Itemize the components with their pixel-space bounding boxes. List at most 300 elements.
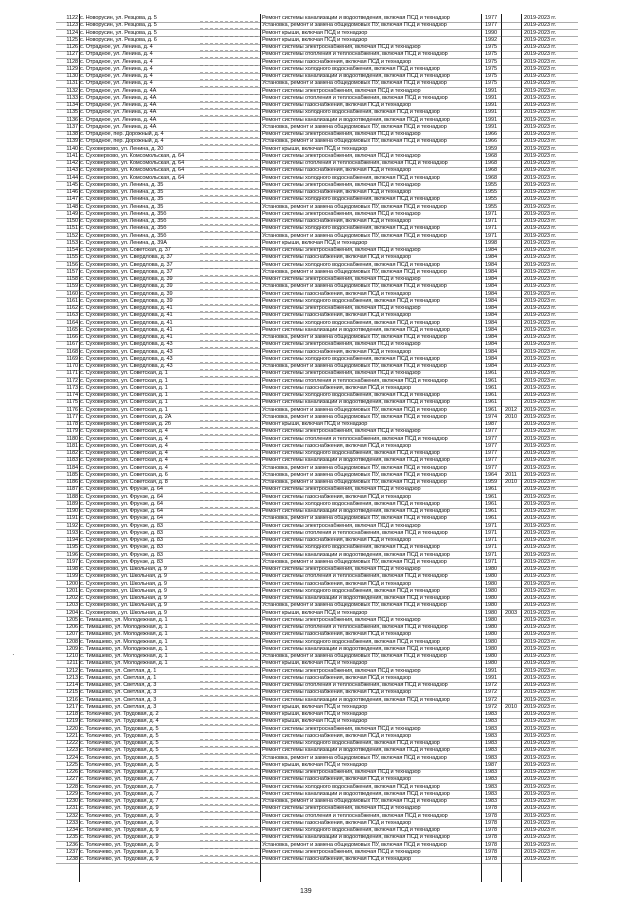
- build-year-cell: 1991: [484, 674, 498, 681]
- work-type-cell: Ремонт системы канализации и водоотведения, включая ПСД и технадзор: [262, 551, 450, 558]
- row-number: 1139: [66, 138, 78, 145]
- build-year-cell: 1998: [484, 239, 498, 246]
- row-number: 1129: [66, 65, 78, 72]
- address-cell: с. Толкачево, ул. Трудовая, д. 5: [80, 747, 159, 754]
- work-type-cell: Ремонт системы газоснабжения, включая ПСД и технадзор: [262, 493, 411, 500]
- row-number: 1202: [65, 595, 78, 601]
- work-type-cell: Ремонт системы электроснабжения, включая ПСД и технадзор: [262, 486, 421, 493]
- planned-period-cell: 2019-2023 гг.: [524, 667, 556, 674]
- planned-period-cell: 2019-2023 гг.: [524, 421, 556, 427]
- work-type-cell: Установка, ремонт и замена общедомовых ПУ, включая ПСД и технадзор: [262, 602, 447, 609]
- build-year-cell: 1984: [484, 348, 498, 355]
- planned-period-cell: 2019-2023 гг.: [524, 22, 556, 29]
- build-year-cell: 1971: [484, 558, 498, 565]
- address-cell: с. Толкачево, ул. Трудовая, д. 7: [80, 776, 159, 783]
- planned-period-cell: 2019-2023 гг.: [524, 413, 556, 420]
- work-type-cell: Ремонт крыши, включая ПСД и технадзор: [262, 239, 368, 246]
- planned-period-cell: 2019-2023 гг.: [524, 529, 556, 536]
- planned-period-cell: 2019-2023 гг.: [524, 682, 556, 688]
- row-number: 1182: [66, 450, 78, 456]
- row-number: 1178: [66, 421, 78, 427]
- row-number: 1151: [66, 225, 78, 232]
- row-number: 1195: [66, 544, 78, 551]
- work-type-cell: Ремонт системы канализации и водоотведения, включая ПСД и технадзор: [262, 595, 450, 601]
- build-year-cell: 1984: [484, 363, 498, 369]
- work-type-cell: Ремонт крыши, включая ПСД и технадзор: [262, 703, 368, 710]
- address-cell: с. Новорусин, ул. Резцова, д. 5: [80, 29, 157, 36]
- row-number: 1142: [66, 160, 78, 166]
- row-number: 1227: [65, 776, 78, 783]
- build-year-cell: 1984: [484, 312, 498, 319]
- work-type-cell: Ремонт системы холодного водоснабжения, включая ПСД и технадзор: [262, 783, 440, 790]
- planned-period-cell: 2019-2023 гг.: [524, 319, 556, 326]
- work-type-cell: Ремонт системы канализации и водоотведения, включая ПСД и технадзор: [262, 645, 450, 652]
- scan-edge-mark: ·: [12, 650, 15, 659]
- row-number: 1207: [65, 631, 78, 638]
- address-cell: с. Суховерхово, ул. Школьная, д. 9: [80, 602, 167, 609]
- build-year-cell: 1991: [484, 87, 498, 94]
- address-cell: с. Отрадное, ул. Ленина, д. 4: [80, 73, 153, 79]
- work-type-cell: Установка, ремонт и замена общедомовых ПУ, включая ПСД и технадзор: [262, 464, 447, 471]
- address-cell: с. Толкачево, ул. Трудовая, д. 9: [80, 856, 159, 862]
- build-year-cell: 1972: [484, 682, 498, 688]
- planned-period-cell: 2019-2023 гг.: [524, 457, 556, 464]
- address-cell: с. Суховерхово, ул. Свердлова, д. 37: [80, 268, 173, 275]
- planned-period-cell: 2019-2023 гг.: [524, 566, 556, 572]
- build-year-cell: 1968: [484, 167, 498, 174]
- row-number: 1158: [66, 276, 78, 282]
- row-number: 1163: [66, 312, 78, 319]
- row-number: 1217: [65, 703, 78, 710]
- planned-period-cell: 2019-2023 гг.: [524, 631, 556, 638]
- planned-period-cell: 2019-2023 гг.: [524, 58, 556, 65]
- build-year-cell: 1972: [484, 696, 498, 703]
- row-number: 1137: [66, 123, 78, 130]
- address-cell: с. Суховерхово, ул. Советская, д. 6: [80, 471, 168, 478]
- work-type-cell: Ремонт системы электроснабжения, включая ПСД и технадзор: [262, 428, 421, 435]
- address-cell: с. Тимашево, ул. Светлая, д. 3: [80, 703, 157, 710]
- work-type-cell: Ремонт системы электроснабжения, включая ПСД и технадзор: [262, 210, 421, 217]
- work-type-cell: Ремонт системы электроснабжения, включая ПСД и технадзор: [262, 152, 421, 159]
- last-repair-cell: 2010: [504, 413, 518, 420]
- build-year-cell: 1980: [484, 645, 498, 652]
- planned-period-cell: 2019-2023 гг.: [524, 406, 556, 413]
- work-type-cell: Ремонт крыши, включая ПСД и технадзор: [262, 421, 368, 427]
- planned-period-cell: 2019-2023 гг.: [524, 73, 556, 79]
- work-type-cell: Ремонт системы холодного водоснабжения, включая ПСД и технадзор: [262, 65, 440, 72]
- row-number: 1235: [65, 834, 78, 841]
- planned-period-cell: 2019-2023 гг.: [524, 674, 556, 681]
- planned-period-cell: 2019-2023 гг.: [524, 544, 556, 551]
- planned-period-cell: 2019-2023 гг.: [524, 254, 556, 261]
- address-cell: с. Суховерхово, ул. Ленина, д. 35: [80, 203, 164, 210]
- row-number: 1218: [65, 711, 78, 717]
- row-number: 1147: [66, 196, 78, 203]
- row-number: 1200: [65, 580, 78, 587]
- build-year-cell: 1991: [484, 667, 498, 674]
- row-number: 1171: [66, 370, 78, 377]
- build-year-cell: 1968: [484, 174, 498, 181]
- row-number: 1126: [66, 44, 78, 50]
- row-number: 1236: [65, 841, 78, 848]
- build-year-cell: 1971: [484, 210, 498, 217]
- work-type-cell: Ремонт системы холодного водоснабжения, включая ПСД и технадзор: [262, 740, 440, 746]
- address-cell: с. Отрадное, ул. Ленина, д. 4А: [80, 109, 157, 116]
- planned-period-cell: 2019-2023 гг.: [524, 732, 556, 739]
- row-number: 1152: [66, 232, 78, 239]
- address-cell: с. Толкачево, ул. Трудовая, д. 9: [80, 841, 159, 848]
- address-cell: с. Толкачево, ул. Трудовая, д. 5: [80, 732, 159, 739]
- work-type-cell: Ремонт системы канализации и водоотведения, включая ПСД и технадзор: [262, 15, 450, 21]
- build-year-cell: 1971: [484, 537, 498, 543]
- work-type-cell: Ремонт системы газоснабжения, включая ПСД и технадзор: [262, 537, 411, 543]
- planned-period-cell: 2019-2023 гг.: [524, 660, 556, 667]
- address-cell: с. Отрадное, ул. Ленина, д. 4: [80, 44, 153, 50]
- build-year-cell: 1980: [484, 595, 498, 601]
- row-number: 1130: [66, 73, 78, 79]
- build-year-cell: 1980: [484, 638, 498, 645]
- row-divider: [56, 863, 578, 864]
- planned-period-cell: 2019-2023 гг.: [524, 276, 556, 282]
- build-year-cell: 1978: [484, 827, 498, 833]
- address-cell: с. Суховерхово, ул. Фрунзе, д. 83: [80, 522, 163, 529]
- build-year-cell: 1961: [484, 486, 498, 493]
- planned-period-cell: 2019-2023 гг.: [524, 65, 556, 72]
- work-type-cell: Ремонт системы электроснабжения, включая ПСД и технадзор: [262, 341, 421, 348]
- row-number: 1224: [65, 754, 78, 761]
- build-year-cell: 1984: [484, 254, 498, 261]
- work-type-cell: Ремонт системы электроснабжения, включая ПСД и технадзор: [262, 522, 421, 529]
- row-number: 1225: [65, 761, 78, 768]
- address-cell: с. Суховерхово, ул. Свердлова, д. 37: [80, 254, 173, 261]
- work-type-cell: Ремонт системы холодного водоснабжения, включая ПСД и технадзор: [262, 261, 440, 268]
- planned-period-cell: 2019-2023 гг.: [524, 645, 556, 652]
- planned-period-cell: 2019-2023 гг.: [524, 587, 556, 594]
- build-year-cell: 1977: [484, 428, 498, 435]
- address-cell: с. Суховерхово, ул. Ленина, д. 35: [80, 196, 164, 203]
- planned-period-cell: 2019-2023 гг.: [524, 624, 556, 630]
- address-cell: с. Тимашево, ул. Молодежная, д. 1: [80, 616, 168, 623]
- row-number: 1144: [66, 174, 78, 181]
- planned-period-cell: 2019-2023 гг.: [524, 551, 556, 558]
- work-type-cell: Ремонт системы электроснабжения, включая ПСД и технадзор: [262, 131, 421, 137]
- work-type-cell: Ремонт системы газоснабжения, включая ПСД и технадзор: [262, 580, 411, 587]
- row-number: 1138: [66, 131, 78, 137]
- row-number: 1164: [66, 319, 78, 326]
- work-type-cell: Ремонт системы отопления и теплоснабжения, включая ПСД и технадзор: [262, 160, 448, 166]
- planned-period-cell: 2019-2023 гг.: [524, 841, 556, 848]
- planned-period-cell: 2019-2023 гг.: [524, 798, 556, 804]
- planned-period-cell: 2019-2023 гг.: [524, 297, 556, 304]
- work-type-cell: Ремонт системы холодного водоснабжения, включая ПСД и технадзор: [262, 638, 440, 645]
- row-number: 1177: [66, 413, 78, 420]
- address-cell: с. Суховерхово, ул. Советская, д. 1: [80, 399, 168, 406]
- address-cell: с. Суховерхово, ул. Свердлова, д. 43: [80, 348, 173, 355]
- work-type-cell: Ремонт системы канализации и водоотведения, включая ПСД и технадзор: [262, 790, 450, 797]
- address-cell: с. Суховерхово, ул. Комсомольская, д. 64: [80, 160, 185, 166]
- row-number: 1160: [66, 290, 78, 297]
- address-cell: с. Суховерхово, ул. Школьная, д. 9: [80, 573, 167, 580]
- planned-period-cell: 2019-2023 гг.: [524, 522, 556, 529]
- build-year-cell: 1961: [484, 493, 498, 500]
- work-type-cell: Установка, ремонт и замена общедомовых ПУ, включая ПСД и технадзор: [262, 406, 447, 413]
- row-number: 1136: [66, 116, 78, 123]
- row-number: 1193: [66, 529, 78, 536]
- planned-period-cell: 2019-2023 гг.: [524, 558, 556, 565]
- build-year-cell: 1984: [484, 261, 498, 268]
- planned-period-cell: 2019-2023 гг.: [524, 848, 556, 855]
- address-cell: с. Тимашево, ул. Молодежная, д. 1: [80, 638, 168, 645]
- planned-period-cell: 2019-2023 гг.: [524, 15, 556, 21]
- work-type-cell: Установка, ремонт и замена общедомовых ПУ, включая ПСД и технадзор: [262, 558, 447, 565]
- build-year-cell: 1984: [484, 305, 498, 311]
- work-type-cell: Ремонт системы холодного водоснабжения, включая ПСД и технадзор: [262, 500, 440, 507]
- build-year-cell: 1968: [484, 152, 498, 159]
- planned-period-cell: 2019-2023 гг.: [524, 595, 556, 601]
- planned-period-cell: 2019-2023 гг.: [524, 696, 556, 703]
- work-type-cell: Ремонт системы холодного водоснабжения, включая ПСД и технадзор: [262, 297, 440, 304]
- work-type-cell: Ремонт системы электроснабжения, включая ПСД и технадзор: [262, 305, 421, 311]
- row-number: 1222: [65, 740, 78, 746]
- row-number: 1140: [66, 145, 78, 152]
- work-type-cell: Ремонт системы канализации и водоотведения, включая ПСД и технадзор: [262, 326, 450, 333]
- build-year-cell: 1980: [484, 653, 498, 659]
- row-number: 1187: [66, 486, 78, 493]
- work-type-cell: Ремонт системы канализации и водоотведения, включая ПСД и технадзор: [262, 116, 450, 123]
- planned-period-cell: 2019-2023 гг.: [524, 363, 556, 369]
- build-year-cell: 1977: [484, 15, 498, 21]
- address-cell: с. Толкачево, ул. Трудовая, д. 7: [80, 783, 159, 790]
- build-year-cell: 1977: [484, 22, 498, 29]
- work-type-cell: Ремонт системы электроснабжения, включая ПСД и технадзор: [262, 87, 421, 94]
- row-number: 1199: [66, 573, 78, 580]
- build-year-cell: 1984: [484, 334, 498, 340]
- build-year-cell: 1983: [484, 725, 498, 732]
- address-cell: с. Тимашево, ул. Светлая, д. 3: [80, 689, 157, 696]
- address-cell: с. Толкачево, ул. Трудовая, д. 7: [80, 790, 159, 797]
- work-type-cell: Ремонт системы электроснабжения, включая ПСД и технадзор: [262, 181, 421, 188]
- row-number: 1229: [65, 790, 78, 797]
- address-cell: с. Суховерхово, ул. Свердлова, д. 37: [80, 261, 173, 268]
- address-cell: с. Суховерхово, ул. Фрунзе, д. 64: [80, 515, 163, 522]
- planned-period-cell: 2019-2023 гг.: [524, 689, 556, 696]
- build-year-cell: 1974: [484, 413, 498, 420]
- address-cell: с. Суховерхово, ул. Советская, д. 1: [80, 384, 168, 391]
- work-type-cell: Ремонт системы отопления и теплоснабжения, включая ПСД и технадзор: [262, 573, 448, 580]
- work-type-cell: Ремонт системы газоснабжения, включая ПСД и технадзор: [262, 631, 411, 638]
- row-number: 1131: [66, 80, 78, 87]
- row-number: 1180: [66, 435, 78, 442]
- address-cell: с. Суховерхово, ул. Советская, д. 8: [80, 479, 168, 485]
- build-year-cell: 1961: [484, 370, 498, 377]
- work-type-cell: Ремонт системы электроснабжения, включая ПСД и технадзор: [262, 276, 421, 282]
- row-number: 1157: [66, 268, 78, 275]
- address-cell: с. Отрадное, ул. Ленина, д. 4А: [80, 102, 157, 108]
- address-cell: с. Суховерхово, ул. Фрунзе, д. 64: [80, 486, 163, 493]
- planned-period-cell: 2019-2023 гг.: [524, 160, 556, 166]
- build-year-cell: 1984: [484, 283, 498, 290]
- address-cell: с. Новорусин, ул. Резцова, д. 6: [80, 36, 157, 43]
- address-cell: с. Суховерхово, ул. Фрунзе, д. 64: [80, 500, 163, 507]
- planned-period-cell: 2019-2023 гг.: [524, 312, 556, 319]
- build-year-cell: 1961: [484, 392, 498, 398]
- work-type-cell: Ремонт системы газоснабжения, включая ПСД и технадзор: [262, 189, 411, 195]
- work-type-cell: Ремонт системы отопления и теплоснабжения, включая ПСД и технадзор: [262, 682, 448, 688]
- work-type-cell: Ремонт системы газоснабжения, включая ПСД и технадзор: [262, 102, 411, 108]
- row-number: 1165: [66, 326, 78, 333]
- address-cell: с. Суховерхово, ул. Свердлова, д. 41: [80, 305, 173, 311]
- address-cell: с. Суховерхово, ул. Школьная, д. 9: [80, 587, 167, 594]
- row-number: 1172: [66, 377, 78, 384]
- planned-period-cell: 2019-2023 гг.: [524, 435, 556, 442]
- build-year-cell: 1971: [484, 522, 498, 529]
- address-cell: с. Новорусин, ул. Резцова, д. 5: [80, 22, 157, 29]
- planned-period-cell: 2019-2023 гг.: [524, 189, 556, 195]
- address-cell: с. Толкачево, ул. Трудовая, д. 7: [80, 769, 159, 775]
- row-number: 1125: [66, 36, 78, 43]
- work-type-cell: Ремонт системы электроснабжения, включая ПСД и технадзор: [262, 247, 421, 253]
- build-year-cell: 1980: [484, 587, 498, 594]
- planned-period-cell: 2019-2023 гг.: [524, 819, 556, 826]
- address-cell: с. Отрадное, ул. Ленина, д. 4: [80, 80, 153, 87]
- planned-period-cell: 2019-2023 гг.: [524, 537, 556, 543]
- last-repair-cell: 2011: [505, 471, 517, 478]
- build-year-cell: 1984: [484, 297, 498, 304]
- row-number: 1127: [66, 51, 78, 58]
- planned-period-cell: 2019-2023 гг.: [524, 268, 556, 275]
- build-year-cell: 1980: [484, 573, 498, 580]
- address-cell: с. Суховерхово, ул. Свердлова, д. 39: [80, 297, 173, 304]
- address-cell: с. Суховерхово, ул. Ленина, д. 20: [80, 145, 164, 152]
- row-number: 1208: [65, 638, 78, 645]
- address-cell: с. Суховерхово, ул. Советская, д. 4: [80, 428, 168, 435]
- planned-period-cell: 2019-2023 гг.: [524, 370, 556, 377]
- row-number: 1234: [65, 827, 78, 833]
- build-year-cell: 1984: [484, 247, 498, 253]
- work-type-cell: Установка, ремонт и замена общедомовых ПУ, включая ПСД и технадзор: [262, 268, 447, 275]
- row-number: 1210: [65, 653, 78, 659]
- work-type-cell: Ремонт системы отопления и теплоснабжения, включая ПСД и технадзор: [262, 377, 448, 384]
- work-type-cell: Установка, ремонт и замена общедомовых ПУ, включая ПСД и технадзор: [262, 798, 447, 804]
- fill-line: [200, 862, 258, 863]
- build-year-cell: 1964: [484, 471, 498, 478]
- work-type-cell: Ремонт крыши, включая ПСД и технадзор: [262, 29, 368, 36]
- build-year-cell: 1980: [484, 566, 498, 572]
- build-year-cell: 1978: [484, 834, 498, 841]
- address-cell: с. Суховерхово, ул. Ленина, д. 35б: [80, 232, 167, 239]
- address-cell: с. Отрадное, пер. Дорожный, д. 4: [80, 131, 164, 137]
- build-year-cell: 1983: [484, 790, 498, 797]
- address-cell: с. Толкачево, ул. Трудовая, д. 9: [80, 834, 159, 841]
- work-type-cell: Установка, ремонт и замена общедомовых ПУ, включая ПСД и технадзор: [262, 841, 447, 848]
- planned-period-cell: 2019-2023 гг.: [524, 225, 556, 232]
- row-number: 1161: [66, 297, 78, 304]
- address-cell: с. Суховерхово, ул. Советская, д. 1: [80, 370, 168, 377]
- row-number: 1150: [66, 218, 78, 224]
- build-year-cell: 1955: [484, 203, 498, 210]
- address-cell: с. Суховерхово, ул. Свердлова, д. 41: [80, 326, 173, 333]
- planned-period-cell: 2019-2023 гг.: [524, 218, 556, 224]
- planned-period-cell: 2019-2023 гг.: [524, 51, 556, 58]
- row-number: 1215: [65, 689, 78, 696]
- planned-period-cell: 2019-2023 гг.: [524, 486, 556, 493]
- build-year-cell: 1992: [484, 36, 498, 43]
- planned-period-cell: 2019-2023 гг.: [524, 718, 556, 725]
- row-number: 1185: [66, 471, 78, 478]
- build-year-cell: 1991: [484, 116, 498, 123]
- planned-period-cell: 2019-2023 гг.: [524, 609, 556, 616]
- build-year-cell: 1977: [484, 442, 498, 449]
- address-cell: с. Суховерхово, ул. Ленина, д. 35: [80, 189, 164, 195]
- address-cell: с. Тимашево, ул. Светлая, д. 1: [80, 674, 157, 681]
- build-year-cell: 1984: [484, 276, 498, 282]
- planned-period-cell: 2019-2023 гг.: [524, 29, 556, 36]
- address-cell: с. Суховерхово, ул. Свердлова, д. 41: [80, 334, 173, 340]
- build-year-cell: 1961: [484, 377, 498, 384]
- address-cell: с. Суховерхово, ул. Свердлова, д. 39: [80, 276, 173, 282]
- build-year-cell: 1978: [484, 848, 498, 855]
- work-type-cell: Ремонт системы электроснабжения, включая ПСД и технадзор: [262, 370, 421, 377]
- planned-period-cell: 2019-2023 гг.: [524, 377, 556, 384]
- planned-period-cell: 2019-2023 гг.: [524, 493, 556, 500]
- address-cell: с. Толкачево, ул. Трудовая, д. 5: [80, 754, 159, 761]
- row-number: 1146: [66, 189, 78, 195]
- planned-period-cell: 2019-2023 гг.: [524, 761, 556, 768]
- address-cell: с. Суховерхово, ул. Фрунзе, д. 83: [80, 529, 163, 536]
- build-year-cell: 1978: [484, 819, 498, 826]
- row-number: 1230: [65, 798, 78, 804]
- address-cell: с. Толкачево, ул. Трудовая, д. 5: [80, 725, 159, 732]
- row-number: 1205: [65, 616, 78, 623]
- planned-period-cell: 2019-2023 гг.: [524, 174, 556, 181]
- build-year-cell: 1984: [484, 290, 498, 297]
- build-year-cell: 1961: [484, 508, 498, 514]
- work-type-cell: Ремонт системы холодного водоснабжения, включая ПСД и технадзор: [262, 225, 440, 232]
- work-type-cell: Установка, ремонт и замена общедомовых ПУ, включая ПСД и технадзор: [262, 283, 447, 290]
- address-cell: с. Тимашево, ул. Светлая, д. 3: [80, 696, 157, 703]
- address-cell: с. Толкачево, ул. Трудовая, д. 9: [80, 812, 159, 819]
- planned-period-cell: 2019-2023 гг.: [524, 783, 556, 790]
- address-cell: с. Суховерхово, ул. Свердлова, д. 41: [80, 319, 173, 326]
- address-cell: с. Отрадное, ул. Ленина, д. 4А: [80, 123, 157, 130]
- address-cell: с. Толкачево, ул. Трудовая, д. 9: [80, 827, 159, 833]
- row-number: 1189: [66, 500, 78, 507]
- work-type-cell: Ремонт системы холодного водоснабжения, включая ПСД и технадзор: [262, 450, 440, 456]
- planned-period-cell: 2019-2023 гг.: [524, 36, 556, 43]
- build-year-cell: 1983: [484, 740, 498, 746]
- row-number: 1206: [65, 624, 78, 630]
- planned-period-cell: 2019-2023 гг.: [524, 450, 556, 456]
- planned-period-cell: 2019-2023 гг.: [524, 769, 556, 775]
- build-year-cell: 1984: [484, 355, 498, 362]
- build-year-cell: 1955: [484, 189, 498, 195]
- build-year-cell: 1978: [484, 856, 498, 862]
- work-type-cell: Ремонт системы электроснабжения, включая ПСД и технадзор: [262, 805, 421, 812]
- build-year-cell: 1972: [484, 689, 498, 696]
- build-year-cell: 1961: [484, 399, 498, 406]
- work-type-cell: Ремонт системы холодного водоснабжения, включая ПСД и технадзор: [262, 319, 440, 326]
- address-cell: с. Суховерхово, ул. Школьная, д. 9: [80, 580, 167, 587]
- planned-period-cell: 2019-2023 гг.: [524, 573, 556, 580]
- planned-period-cell: 2019-2023 гг.: [524, 102, 556, 108]
- build-year-cell: 1975: [484, 51, 498, 58]
- row-number: 1162: [66, 305, 78, 311]
- row-number: 1174: [66, 392, 78, 398]
- build-year-cell: 1980: [484, 609, 498, 616]
- row-number: 1170: [66, 363, 78, 369]
- work-type-cell: Ремонт системы холодного водоснабжения, включая ПСД и технадзор: [262, 355, 440, 362]
- row-number: 1219: [65, 718, 78, 725]
